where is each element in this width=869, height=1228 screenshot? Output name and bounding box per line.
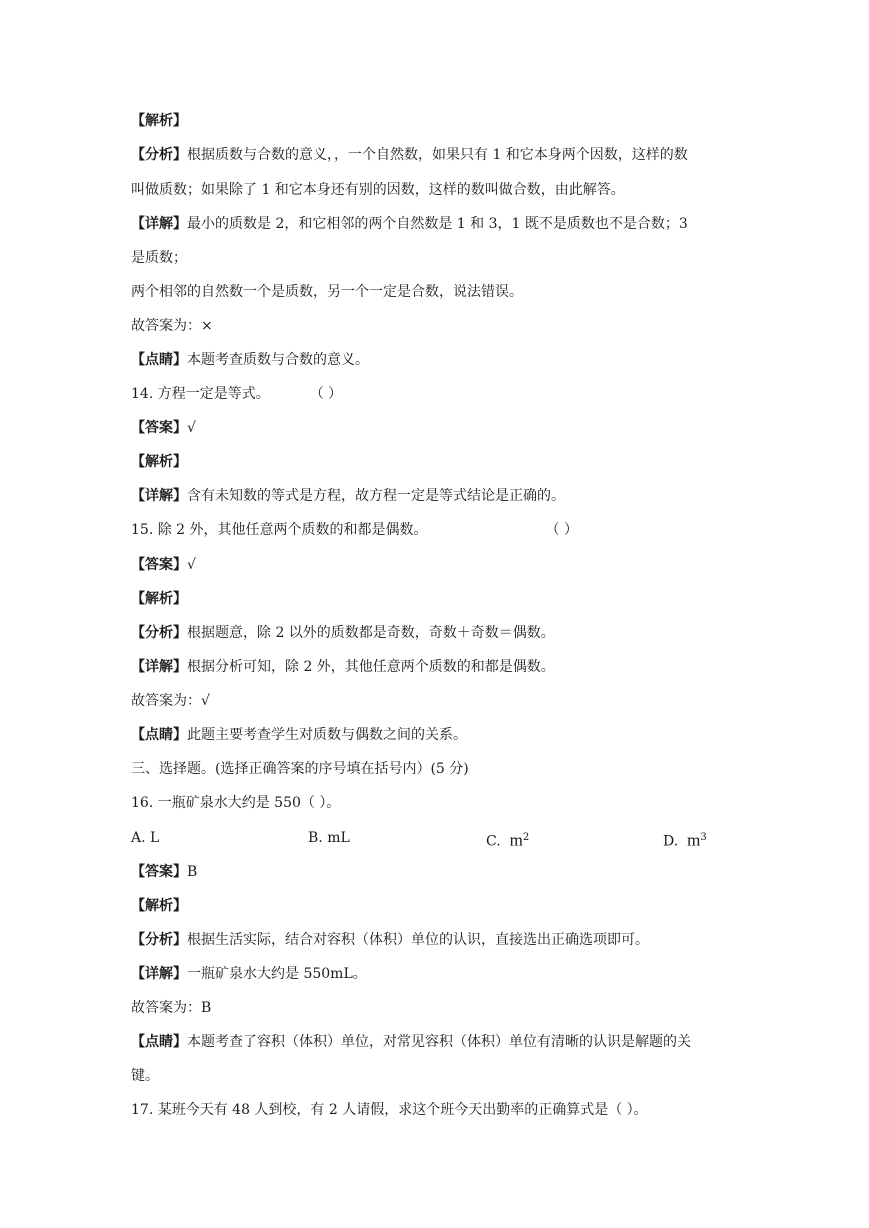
question-17: 17. 某班今天有 48 人到校，有 2 人请假，求这个班今天出勤率的正确算式是（ ）。 [131,1102,648,1118]
xiangjie-paragraph-cont2: 两个相邻的自然数一个是质数，另一个一定是合数，说法错误。 [131,284,523,300]
xiangjie-paragraph-cont: 是质数； [131,250,187,266]
q15-fenxi: 【分析】根据题意，除 2 以外的质数都是奇数，奇数＋奇数＝偶数。 [131,625,555,641]
q16-jiexi: 【解析】 [131,898,187,914]
q16-answer-line: 故答案为：B [131,1000,212,1016]
q15-jiexi: 【解析】 [131,591,187,607]
question-15: 15. 除 2 外，其他任意两个质数的和都是偶数。 （ ） [131,522,578,538]
xiangjie-paragraph: 【详解】最小的质数是 2，和它相邻的两个自然数是 1 和 3，1 既不是质数也不是合数；3 [131,216,688,232]
jiexi-heading: 【解析】 [131,113,187,129]
fenxi-paragraph: 【分析】根据质数与合数的意义，，一个自然数，如果只有 1 和它本身两个因数，这样的数 [131,147,688,163]
q16-fenxi: 【分析】根据生活实际，结合对容积（体积）单位的认识，直接选出正确选项即可。 [131,932,649,948]
q16-dianjing-cont: 键。 [131,1068,159,1084]
q14-xiangjie: 【详解】含有未知数的等式是方程，故方程一定是等式结论是正确的。 [131,488,565,504]
q15-daan: 【答案】√ [131,557,196,573]
q16-dianjing: 【点睛】本题考查了容积（体积）单位，对常见容积（体积）单位有清晰的认识是解题的关 [131,1034,691,1050]
q14-daan: 【答案】√ [131,420,196,436]
option-d: D. $m^3$ [663,830,707,850]
answer-line: 故答案为：× [131,318,213,334]
option-c: C. $m^2$ [486,830,530,850]
q16-daan: 【答案】B [131,864,198,880]
dianjing-paragraph: 【点睛】本题考查质数与合数的意义。 [131,352,369,368]
option-a: A. L [131,830,160,846]
q16-xiangjie: 【详解】一瓶矿泉水大约是 550mL。 [131,966,367,982]
question-14: 14. 方程一定是等式。 （ ） [131,386,343,402]
q14-jiexi: 【解析】 [131,454,187,470]
q15-dianjing: 【点睛】此题主要考查学生对质数与偶数之间的关系。 [131,727,467,743]
q15-xiangjie: 【详解】根据分析可知，除 2 外，其他任意两个质数的和都是偶数。 [131,659,555,675]
section-3-title: 三、选择题。(选择正确答案的序号填在括号内）(5 分) [131,761,469,777]
question-16: 16. 一瓶矿泉水大约是 550（ ）。 [131,795,341,811]
option-b: B. mL [308,830,350,846]
q15-answer-line: 故答案为：√ [131,693,210,709]
fenxi-paragraph-cont: 叫做质数；如果除了 1 和它本身还有别的因数，这样的数叫做合数，由此解答。 [131,182,625,198]
